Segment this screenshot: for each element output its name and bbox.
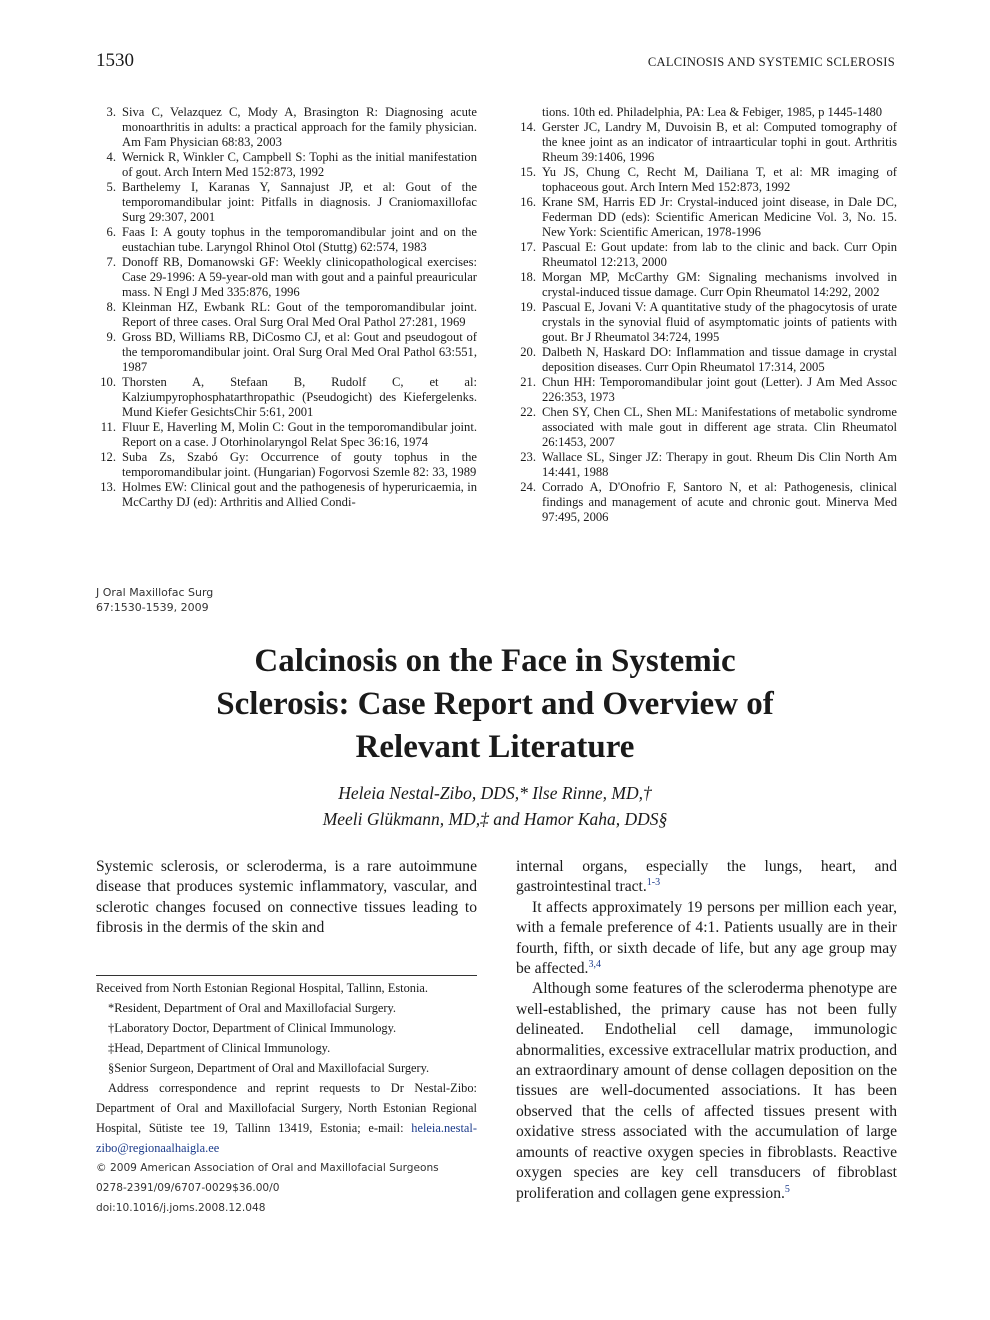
- reference-number: 23.: [520, 450, 536, 464]
- article-title: [96, 640, 894, 769]
- reference-text: Siva C, Velazquez C, Mody A, Brasington R: Diagnosing acute monoarthritis in adults: a practical approach for the family physician. Am Fam Physician 68:83, 2003: [122, 105, 477, 149]
- footnote-received: Received from North Estonian Regional Hospital, Tallinn, Estonia.: [96, 981, 429, 995]
- reference-item: [96, 375, 477, 420]
- reference-text: Gross BD, Williams RB, DiCosmo CJ, et al: Gout and pseudogout of the temporomandibular joint. Oral Surg Oral Med Oral Pathol 63:551, 1987: [122, 330, 477, 374]
- reference-item: [516, 165, 897, 195]
- body-text-right: [516, 857, 897, 1204]
- reference-item: [516, 240, 897, 270]
- reference-text: Suba Zs, Szabó Gy: Occurrence of gouty tophus in the temporomandibular joint. (Hungarian) Fogorvosi Szemle 82: 33, 1989: [122, 450, 477, 479]
- reference-item: [96, 150, 477, 180]
- reference-item: [96, 105, 477, 150]
- reference-item: [96, 480, 477, 510]
- reference-text: Dalbeth N, Haskard DO: Inflammation and tissue damage in crystal deposition diseases. Curr Opin Rheumatol 17:314, 2005: [542, 345, 897, 374]
- body-paragraph: [516, 979, 897, 1203]
- authors-line: Heleia Nestal-Zibo, DDS,* Ilse Rinne, MD,†: [338, 783, 652, 803]
- reference-number: 6.: [106, 225, 116, 239]
- reference-number: 19.: [520, 300, 536, 314]
- reference-number: 13.: [100, 480, 116, 494]
- reference-text: Krane SM, Harris ED Jr: Crystal-induced joint disease, in Dale DC, Federman DD (eds): Scientific American Medicine Vol. 3, No. 15. New York: Scientific American, 1978-1996: [542, 195, 897, 239]
- citation-link[interactable]: 3,4: [588, 958, 601, 970]
- reference-number: 12.: [100, 450, 116, 464]
- reference-text: Pascual E, Jovani V: A quantitative study of the phagocytosis of urate crystals in the synovial fluid of asymptomatic joints of patients with gout. Br J Rheumatol 34:724, 1995: [542, 300, 897, 344]
- page-number: 1530: [96, 50, 134, 71]
- reference-text: Wernick R, Winkler C, Campbell S: Tophi as the initial manifestation of gout. Arch Intern Med 152:873, 1992: [122, 150, 477, 179]
- body-paragraph: [516, 898, 897, 980]
- footnote-address: [96, 1078, 477, 1158]
- reference-number: 17.: [520, 240, 536, 254]
- reference-continuation: tions. 10th ed. Philadelphia, PA: Lea & Febiger, 1985, p 1445-1480: [542, 105, 883, 119]
- reference-item: [516, 270, 897, 300]
- reference-text: Wallace SL, Singer JZ: Therapy in gout. Rheum Dis Clin North Am 14:441, 1988: [542, 450, 897, 479]
- authors-line: Meeli Glükmann, MD,‡ and Hamor Kaha, DDS§: [322, 809, 668, 829]
- reference-item: [516, 405, 897, 450]
- reference-number: 20.: [520, 345, 536, 359]
- reference-item: [516, 120, 897, 165]
- footnote-lab-doctor: †Laboratory Doctor, Department of Clinical Immunology.: [108, 1021, 397, 1035]
- reference-item: [96, 180, 477, 225]
- reference-item: [96, 450, 477, 480]
- reference-text: Morgan MP, McCarthy GM: Signaling mechanisms involved in crystal-induced tissue damage. Curr Opin Rheumatol 14:292, 2002: [542, 270, 897, 299]
- reference-number: 22.: [520, 405, 536, 419]
- reference-number: 10.: [100, 375, 116, 389]
- reference-item: [516, 375, 897, 405]
- reference-item: [516, 450, 897, 480]
- reference-item: [96, 225, 477, 255]
- reference-item: [516, 480, 897, 525]
- journal-name: J Oral Maxillofac Surg: [96, 586, 214, 599]
- reference-number: 5.: [106, 180, 116, 194]
- paragraph-text: internal organs, especially the lungs, heart, and gastrointestinal tract.: [516, 858, 897, 896]
- journal-citation: [96, 585, 213, 615]
- reference-item: [516, 345, 897, 375]
- reference-number: 8.: [106, 300, 116, 314]
- reference-number: 3.: [106, 105, 116, 119]
- reference-number: 16.: [520, 195, 536, 209]
- paragraph-text: Although some features of the scleroderma phenotype are well-established, the primary cause has not been fully delineated. Endothelial cell damage, immunologic abnormalities, excessive extracellular matrix production, and an extraordinary amount of dense collagen deposition on the tissues are well-documented associations. It has been observed that the cells of affected tissues present with oxidative stress associated with the accumulation of large amounts of reactive oxygen species in fibroblasts. Reactive oxygen species are key cell transducers of fibroblast proliferation and collagen gene expression.: [516, 980, 897, 1202]
- reference-item: [96, 330, 477, 375]
- reference-number: 15.: [520, 165, 536, 179]
- author-list: [96, 780, 894, 832]
- reference-text: Thorsten A, Stefaan B, Rudolf C, et al: Kalziumpyrophosphatarthropathic (Pseudogicht) des Kiefergelenks. Mund Kiefer GesichtsChir 5:61, 2001: [122, 375, 477, 419]
- reference-item: [516, 300, 897, 345]
- reference-text: Chen SY, Chen CL, Shen ML: Manifestations of metabolic syndrome associated with male gout in different age strata. Clin Rheumatol 26:1453, 2007: [542, 405, 897, 449]
- reference-item: [516, 195, 897, 240]
- intro-paragraph: Systemic sclerosis, or scleroderma, is a rare autoimmune disease that produces systemic inflammatory, vascular, and sclerotic changes focused on connective tissues leading to fibrosis in the dermis of the skin and: [96, 858, 477, 937]
- reference-text: Holmes EW: Clinical gout and the pathogenesis of hyperuricaemia, in McCarthy DJ (ed): Arthritis and Allied Condi-: [122, 480, 477, 509]
- title-line: Calcinosis on the Face in Systemic: [254, 643, 736, 679]
- copyright-line: © 2009 American Association of Oral and Maxillofacial Surgeons: [96, 1162, 439, 1174]
- body-paragraph: [516, 857, 897, 898]
- reference-number: 11.: [100, 420, 116, 434]
- citation-link[interactable]: 5: [784, 1183, 790, 1195]
- reference-text: Corrado A, D'Onofrio F, Santoro N, et al: Pathogenesis, clinical findings and management of acute and chronic gout. Minerva Med 97:495, 2006: [542, 480, 897, 524]
- reference-text: Chun HH: Temporomandibular joint gout (Letter). J Am Med Assoc 226:353, 1973: [542, 375, 897, 404]
- reference-item: [96, 300, 477, 330]
- reference-text: Gerster JC, Landry M, Duvoisin B, et al: Computed tomography of the knee joint as an indicator of intraarticular tophi in gout. Arthritis Rheum 39:1406, 1996: [542, 120, 897, 164]
- reference-number: 18.: [520, 270, 536, 284]
- reference-text: Yu JS, Chung C, Recht M, Dailiana T, et al: MR imaging of tophaceous gout. Arch Intern Med 152:873, 1992: [542, 165, 897, 194]
- body-text-left: [96, 857, 477, 939]
- reference-number: 21.: [520, 375, 536, 389]
- reference-item: [96, 255, 477, 300]
- reference-number: 9.: [106, 330, 116, 344]
- address-text: Address correspondence and reprint requests to Dr Nestal-Zibo: Department of Oral and Maxillofacial Surgery, North Estonian Regional Hospital, Sütiste tee 19, Tallinn 13419, Estonia; e-mail:: [96, 1081, 477, 1135]
- footnote-head: ‡Head, Department of Clinical Immunology.: [108, 1041, 331, 1055]
- reference-list-left: [96, 105, 477, 510]
- reference-text: Pascual E: Gout update: from lab to the clinic and back. Curr Opin Rheumatol 12:213, 2000: [542, 240, 897, 269]
- footnote-resident: *Resident, Department of Oral and Maxillofacial Surgery.: [108, 1001, 396, 1015]
- journal-volume: 67:1530-1539, 2009: [96, 601, 209, 614]
- citation-link[interactable]: 1-3: [646, 877, 661, 889]
- reference-text: Donoff RB, Domanowski GF: Weekly clinicopathological exercises: Case 29-1996: A 59-year-old man with gout and a painful preauricular mass. N Engl J Med 335:876, 1996: [122, 255, 477, 299]
- reference-list-right: [516, 105, 897, 525]
- reference-text: Faas I: A gouty tophus in the temporomandibular joint and on the eustachian tube. Laryngol Rhinol Otol (Stuttg) 62:574, 1983: [122, 225, 477, 254]
- reference-text: Kleinman HZ, Ewbank RL: Gout of the temporomandibular joint. Report of three cases. Oral Surg Oral Med Oral Pathol 27:281, 1969: [122, 300, 477, 329]
- reference-number: 14.: [520, 120, 536, 134]
- title-line: Relevant Literature: [355, 729, 635, 765]
- running-title: CALCINOSIS AND SYSTEMIC SCLEROSIS: [647, 55, 895, 69]
- reference-number: 7.: [106, 255, 116, 269]
- article-footnotes: [96, 975, 477, 1218]
- reference-number: 4.: [106, 150, 116, 164]
- reference-number: 24.: [520, 480, 536, 494]
- issn-line: 0278-2391/09/6707-0029$36.00/0: [96, 1182, 280, 1194]
- reference-text: Fluur E, Haverling M, Molin C: Gout in the temporomandibular joint. Report on a case. J Otorhinolaryngol Relat Spec 36:16, 1974: [122, 420, 477, 449]
- reference-item: [96, 420, 477, 450]
- paragraph-text: It affects approximately 19 persons per million each year, with a female preference of 4:1. Patients usually are in their fourth, fifth, or sixth decade of life, but any age group may be affected.: [516, 898, 897, 978]
- title-line: Sclerosis: Case Report and Overview of: [216, 686, 774, 722]
- reference-text: Barthelemy I, Karanas Y, Sannajust JP, et al: Gout of the temporomandibular joint: Pitfalls in diagnosis. J Craniomaxillofac Surg 29:307, 2001: [122, 180, 477, 224]
- email-link[interactable]: heleia.nestal-zibo@regionaalhaigla.ee: [96, 1121, 477, 1155]
- footnote-senior: §Senior Surgeon, Department of Oral and Maxillofacial Surgery.: [108, 1061, 430, 1075]
- doi-line: doi:10.1016/j.joms.2008.12.048: [96, 1202, 266, 1214]
